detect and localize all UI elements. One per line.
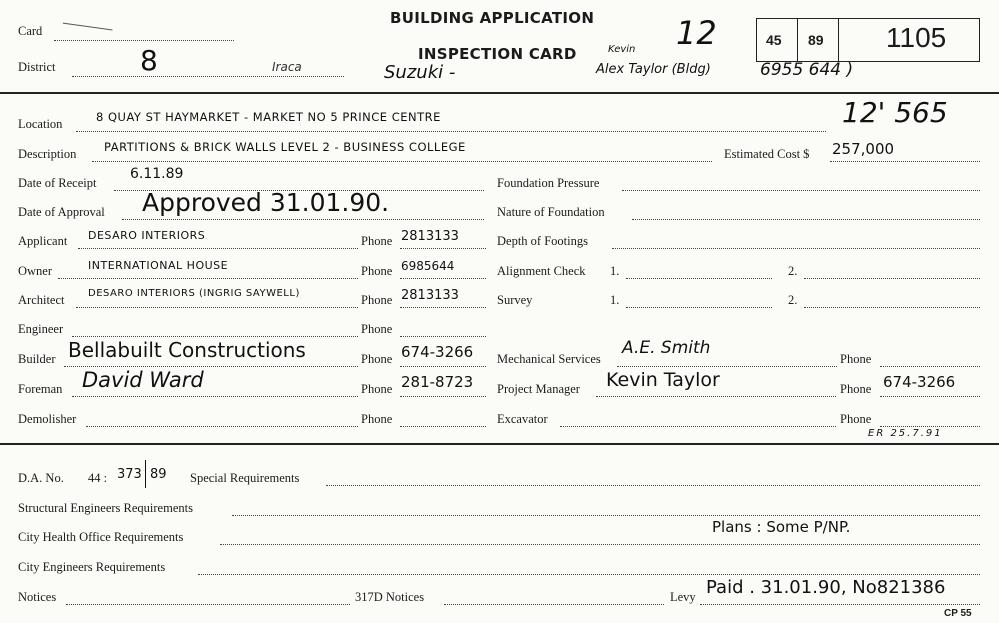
applicant-label: Applicant xyxy=(18,234,68,248)
notices-line xyxy=(66,604,350,605)
pm-label: Project Manager xyxy=(497,382,580,396)
note-suzuki: Suzuki - xyxy=(384,62,456,83)
mechanical-label: Mechanical Services xyxy=(497,352,601,366)
box-divider-1 xyxy=(797,18,798,62)
details-divider xyxy=(0,443,999,445)
owner-label: Owner xyxy=(18,264,53,278)
box-card-number: 1105 xyxy=(886,22,947,53)
location-value: 8 QUAY ST HAYMARKET - MARKET NO 5 PRINCE CENTRE xyxy=(96,110,441,124)
alignment-marker-2: 2. xyxy=(788,264,798,278)
builder-line xyxy=(64,366,358,367)
pm-phone: 674-3266 xyxy=(883,373,956,391)
alignment-line-1 xyxy=(626,278,772,279)
architect-phone-label: Phone xyxy=(361,293,393,307)
owner-phone-line xyxy=(400,278,486,279)
special-line xyxy=(326,485,980,486)
health-line xyxy=(220,544,980,545)
foreman-phone-label: Phone xyxy=(361,382,393,396)
box-value-b: 89 xyxy=(808,32,824,48)
alignment-label: Alignment Check xyxy=(497,264,586,278)
notices-317d-line xyxy=(444,604,664,605)
excavator-phone-line xyxy=(880,426,980,427)
applicant-value: DESARO INTERIORS xyxy=(88,229,206,242)
health-value: Plans : Some P/NP. xyxy=(712,518,851,536)
form-title-line2: INSPECTION CARD xyxy=(418,45,577,63)
foreman-line xyxy=(72,396,358,397)
health-label: City Health Office Requirements xyxy=(18,530,184,544)
levy-line xyxy=(700,604,980,605)
card-strike-mark xyxy=(61,23,112,41)
architect-value: DESARO INTERIORS (INGRIG SAYWELL) xyxy=(88,288,300,299)
note-phone: 6955 644 ) xyxy=(760,60,854,80)
builder-phone-label: Phone xyxy=(361,352,393,366)
owner-line xyxy=(58,278,358,279)
builder-phone-line xyxy=(400,366,486,367)
form-title-line1: BUILDING APPLICATION xyxy=(390,9,595,27)
estimated-cost-label: Estimated Cost $ xyxy=(724,147,810,161)
structural-label: Structural Engineers Requirements xyxy=(18,501,193,515)
foreman-value: David Ward xyxy=(82,368,204,392)
depth-footings-label: Depth of Footings xyxy=(497,234,588,248)
reference-box xyxy=(756,18,980,62)
description-label: Description xyxy=(18,147,77,161)
owner-phone-label: Phone xyxy=(361,264,393,278)
pm-phone-label: Phone xyxy=(840,382,872,396)
foreman-phone: 281-8723 xyxy=(401,373,474,391)
pm-line xyxy=(596,396,836,397)
mechanical-phone-label: Phone xyxy=(840,352,872,366)
special-label: Special Requirements xyxy=(190,471,300,485)
da-prefix: 44 : xyxy=(88,471,108,485)
builder-value: Bellabuilt Constructions xyxy=(68,338,306,362)
estimated-cost-value: 257,000 xyxy=(832,140,895,158)
foundation-pressure-line xyxy=(622,190,980,191)
card-label: Card xyxy=(18,24,43,38)
applicant-phone-label: Phone xyxy=(361,234,393,248)
survey-label: Survey xyxy=(497,293,533,307)
foundation-pressure-label: Foundation Pressure xyxy=(497,176,600,190)
date-approval-line xyxy=(122,219,484,220)
levy-label: Levy xyxy=(670,590,696,604)
district-label: District xyxy=(18,60,56,74)
architect-label: Architect xyxy=(18,293,65,307)
demolisher-label: Demolisher xyxy=(18,412,77,426)
da-label: D.A. No. xyxy=(18,471,64,485)
engineer-line xyxy=(72,336,358,337)
da-number: 373 xyxy=(117,467,142,482)
applicant-phone-line xyxy=(400,248,486,249)
architect-phone-line xyxy=(400,307,486,308)
engineer-phone-label: Phone xyxy=(361,322,393,336)
owner-phone: 6985644 xyxy=(401,259,455,273)
initials-note: ER 25.7.91 xyxy=(868,428,943,439)
excavator-label: Excavator xyxy=(497,412,548,426)
engineer-label: Engineer xyxy=(18,322,64,336)
applicant-phone: 2813133 xyxy=(401,229,459,244)
district-field-line xyxy=(72,76,344,77)
depth-footings-line xyxy=(612,248,980,249)
pm-value: Kevin Taylor xyxy=(606,369,720,391)
district-value: 8 xyxy=(140,44,158,77)
location-field-line xyxy=(76,131,826,132)
survey-marker-2: 2. xyxy=(788,293,798,307)
note-taylor: Alex Taylor (Bldg) xyxy=(596,62,711,77)
demolisher-line xyxy=(86,426,358,427)
da-separator xyxy=(145,460,146,488)
engineer-phone-line xyxy=(400,336,486,337)
alignment-line-2 xyxy=(804,278,980,279)
city-eng-line xyxy=(198,574,980,575)
date-receipt-value: 6.11.89 xyxy=(130,166,184,182)
notices-label: Notices xyxy=(18,590,57,604)
date-approval-value: Approved 31.01.90. xyxy=(142,188,390,217)
levy-value: Paid . 31.01.90, No821386 xyxy=(706,577,946,598)
form-code: CP 55 xyxy=(944,608,972,619)
alignment-marker-1: 1. xyxy=(610,264,620,278)
note-kevin: Kevin xyxy=(608,44,636,55)
date-approval-label: Date of Approval xyxy=(18,205,105,219)
pm-phone-line xyxy=(880,396,980,397)
notices-317d-label: 317D Notices xyxy=(355,590,425,604)
applicant-line xyxy=(78,248,358,249)
box-divider-2 xyxy=(838,18,839,62)
mechanical-value: A.E. Smith xyxy=(622,338,711,358)
demolisher-phone-line xyxy=(400,426,486,427)
header-divider xyxy=(0,92,999,94)
excavator-phone-label: Phone xyxy=(840,412,872,426)
survey-line-2 xyxy=(804,307,980,308)
builder-phone: 674-3266 xyxy=(401,343,474,361)
architect-phone: 2813133 xyxy=(401,288,459,303)
city-eng-label: City Engineers Requirements xyxy=(18,560,166,574)
mechanical-line xyxy=(617,366,837,367)
date-receipt-label: Date of Receipt xyxy=(18,176,97,190)
location-note: 12' 565 xyxy=(842,96,948,129)
nature-foundation-line xyxy=(632,219,980,220)
card-field-line xyxy=(54,40,234,41)
foreman-label: Foreman xyxy=(18,382,63,396)
nature-foundation-label: Nature of Foundation xyxy=(497,205,605,219)
location-label: Location xyxy=(18,117,63,131)
demolisher-phone-label: Phone xyxy=(361,412,393,426)
description-value: PARTITIONS & BRICK WALLS LEVEL 2 - BUSINESS COLLEGE xyxy=(104,140,466,154)
description-field-line xyxy=(92,161,712,162)
structural-line xyxy=(232,515,980,516)
excavator-line xyxy=(560,426,836,427)
district-note: Iraca xyxy=(272,60,302,74)
survey-line-1 xyxy=(626,307,772,308)
handwritten-number: 12 xyxy=(676,14,717,52)
architect-line xyxy=(76,307,358,308)
box-value-a: 45 xyxy=(766,32,782,48)
mechanical-phone-line xyxy=(880,366,980,367)
foreman-phone-line xyxy=(400,396,486,397)
estimated-cost-line xyxy=(830,161,980,162)
survey-marker-1: 1. xyxy=(610,293,620,307)
da-year: 89 xyxy=(150,467,167,482)
builder-label: Builder xyxy=(18,352,56,366)
owner-value: INTERNATIONAL HOUSE xyxy=(88,259,229,272)
